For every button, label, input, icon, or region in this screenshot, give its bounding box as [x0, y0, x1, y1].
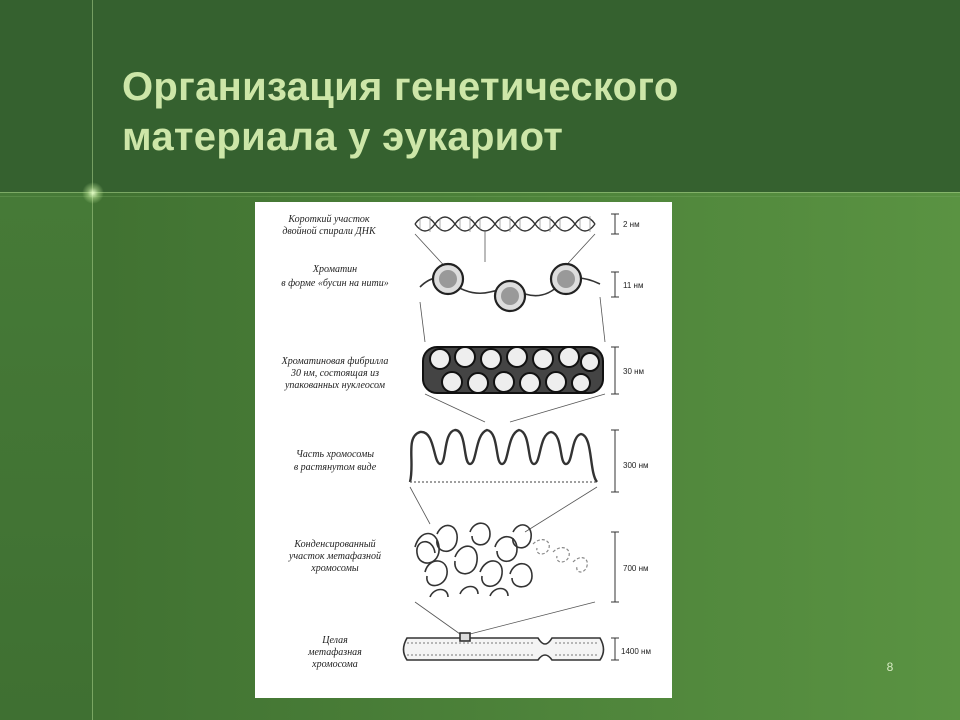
metaphase-chromosome: [404, 633, 604, 660]
vertical-divider: [92, 0, 93, 720]
scale-label-level-2: 11 нм: [623, 281, 644, 290]
nucleosome-beads: [433, 264, 581, 311]
scale-bar-level-2: [611, 272, 619, 297]
scale-label-level-4: 300 нм: [623, 461, 649, 470]
scale-label-level-3: 30 нм: [623, 367, 645, 376]
slide-title-line-2: материала у эукариот: [122, 115, 564, 159]
left-panel: [0, 192, 92, 720]
level-6-label-line-1: Целая: [322, 635, 348, 646]
level-5-label-line-3: хромосомы: [311, 563, 359, 574]
slide-title-line-1: Организация генетического: [122, 65, 679, 109]
scale-bar-level-1: [611, 214, 619, 234]
slide-title: [122, 62, 882, 162]
level-1-label-line-2: двойной спирали ДНК: [282, 226, 376, 237]
scale-bar-level-3: [611, 347, 619, 394]
chromatin-organization-figure: [255, 202, 672, 698]
scale-label-level-5: 700 нм: [623, 564, 649, 573]
divider-intersection-glow: [82, 182, 104, 204]
level-5-label-line-2: участок метафазной: [288, 551, 382, 562]
dna-double-helix: [415, 216, 595, 232]
condensed-chromatin: [415, 523, 532, 597]
scale-bar-level-6: [611, 638, 619, 660]
level-6-label-line-3: хромосома: [312, 659, 358, 670]
level-1-label-line-1: Короткий участок: [288, 214, 370, 225]
scale-bar-level-5: [611, 532, 619, 602]
level-6-label-line-2: метафазная: [308, 647, 362, 658]
level-3-label-line-2: 30 нм, состоящая из: [290, 368, 380, 379]
page-number: 8: [886, 660, 894, 674]
connector-3: [425, 394, 605, 422]
level-4-label-line-1: Часть хромосомы: [295, 449, 375, 460]
horizontal-divider-secondary: [0, 196, 960, 197]
level-4-label-line-2: в растянутом виде: [293, 462, 377, 473]
connector-5: [415, 602, 595, 634]
scale-label-level-1: 2 нм: [623, 220, 640, 229]
figure-drawing: [255, 202, 672, 698]
fibre-30nm: [423, 347, 603, 393]
scale-bar-level-4: [611, 430, 619, 492]
level-3-label-line-3: упакованных нуклеосом: [284, 380, 386, 391]
level-2-label-line-1: Хроматин: [312, 264, 358, 275]
level-3-label-line-1: Хроматиновая фибрилла: [281, 356, 389, 367]
level-2-label-line-2: в форме «бусин на нити»: [281, 278, 389, 289]
fading-chromatin-tail: [533, 540, 587, 572]
connector-4: [410, 487, 597, 532]
level-5-label-line-1: Конденсированный: [294, 539, 376, 550]
horizontal-divider: [0, 192, 960, 193]
chromosome-loops: [410, 430, 597, 482]
scale-label-level-6: 1400 нм: [621, 647, 651, 656]
